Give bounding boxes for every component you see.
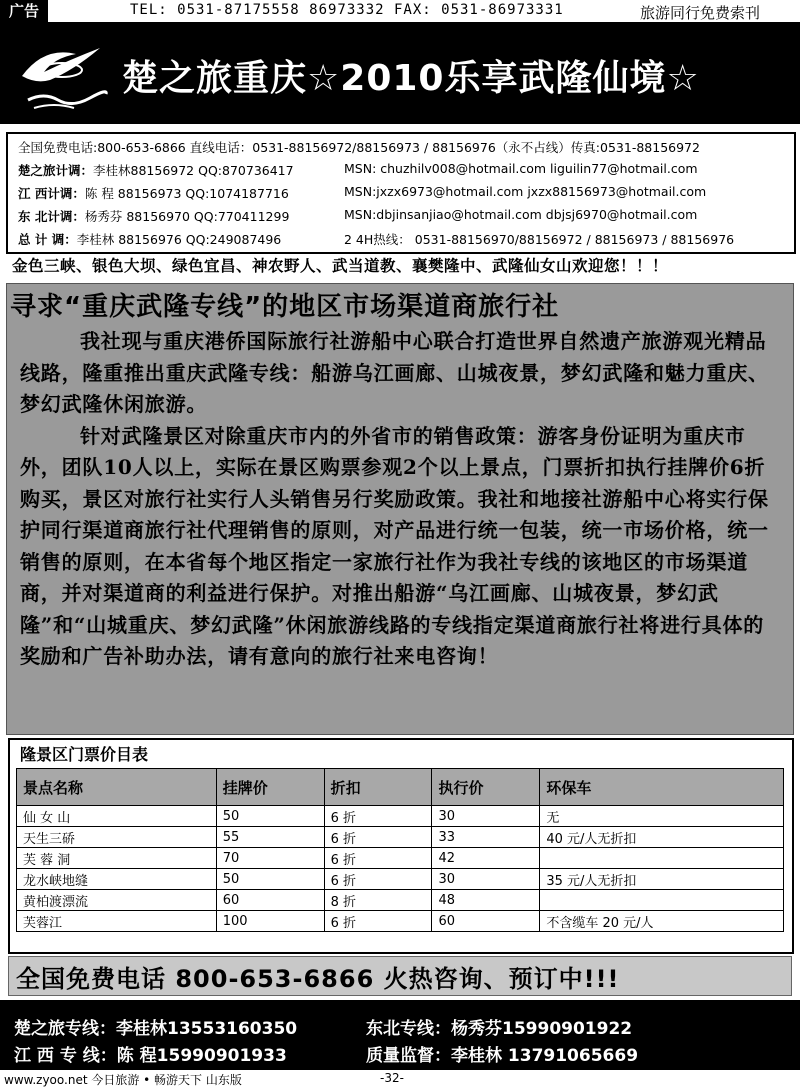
table-cell: 100	[216, 911, 324, 932]
contact-msn: MSN:jxzx6973@hotmail.com jxzx88156973@hotmail.com	[344, 184, 707, 199]
footer-contact: 楚之旅专线：李桂林13553160350	[14, 1019, 298, 1039]
table-cell: 30	[432, 806, 540, 827]
bottom-bar	[0, 1071, 800, 1086]
table-cell: 黄柏渡漂流	[17, 890, 217, 911]
table-row	[17, 806, 784, 827]
header-cell: 景点名称	[17, 769, 217, 806]
table-cell: 60	[216, 890, 324, 911]
table-cell: 40 元/人无折扣	[540, 827, 784, 848]
hotline-info: 全国免费电话:800-653-6866 直线电话：0531-88156972/88156973 / 88156976（永不占线）传真:0531-88156972	[18, 140, 700, 155]
table-cell: 天生三硚	[17, 827, 217, 848]
table-cell: 42	[432, 848, 540, 869]
table-row	[17, 911, 784, 932]
contact-msn: 2 4H热线： 0531-88156970/88156972 / 88156973 / 88156976	[344, 232, 735, 247]
header-cell: 环保车	[540, 769, 784, 806]
table-cell: 70	[216, 848, 324, 869]
table-cell: 35 元/人无折扣	[540, 869, 784, 890]
article-paragraph-1: 我社现与重庆港侨国际旅行社游船中心联合打造世界自然遗产旅游观光精品线路，隆重推出重庆武隆专线：船游乌江画廊、山城夜景，梦幻武隆和魅力重庆、梦幻武隆休闲旅游。	[20, 329, 769, 416]
article-paragraph-2: 针对武隆景区对除重庆市内的外省市的销售政策：游客身份证明为重庆市外，团队10人以上，实际在景区购票参观2个以上景点，门票折扣执行挂牌价6折购买，景区对旅行社实行人头销售另行奖励政策。我社和地接社游船中心将实行保护同行渠道商旅行社代理销售的原则，对产品进行统一包装，统一市场价格，统一销售的原则，在本省每个地区指定一家旅行社作为我社专线的该地区的市场渠道商，并对渠道商的利益进行保护。对推出船游“乌江画廊、山城夜景，梦幻武隆”和“山城重庆、梦幻武隆”休闲旅游线路的专线指定渠道商旅行社将进行具体的奖励和广告补助办法，请有意向的旅行社来电咨询！	[20, 423, 769, 668]
contact-msn: MSN:dbjinsanjiao@hotmail.com dbjsj6970@hotmail.com	[344, 207, 698, 222]
slogan: 金色三峡、银色大坝、绿色宜昌、神农野人、武当道教、襄樊隆中、武隆仙女山欢迎您！！！	[12, 257, 669, 275]
contact-person: 杨秀芬 88156970 QQ:770411299	[84, 209, 290, 224]
table-cell: 无	[540, 806, 784, 827]
header-cell: 执行价	[432, 769, 540, 806]
contact-label: 楚之旅计调：	[18, 163, 94, 178]
table-cell	[540, 848, 784, 869]
table-cell: 50	[216, 806, 324, 827]
contact-info-box	[6, 132, 796, 254]
table-cell: 48	[432, 890, 540, 911]
table-row	[17, 890, 784, 911]
table-cell: 龙水峡地缝	[17, 869, 217, 890]
contact-msn: MSN: chuzhilv008@hotmail.com liguilin77@hotmail.com	[344, 161, 698, 176]
header-cell: 挂牌价	[216, 769, 324, 806]
site-text: www.zyoo.net 今日旅游 • 畅游天下 山东版	[4, 1073, 242, 1087]
contact-row	[18, 207, 289, 225]
table-row	[17, 848, 784, 869]
table-cell: 60	[432, 911, 540, 932]
article-body	[20, 326, 782, 673]
table-cell: 6 折	[324, 911, 432, 932]
article-title: 寻求“重庆武隆专线”的地区市场渠道商旅行社	[10, 292, 560, 322]
page-number: -32-	[380, 1071, 404, 1085]
footer-contact: 江 西 专 线：陈 程15990901933	[14, 1046, 287, 1066]
table-row	[17, 869, 784, 890]
table-cell: 不含缆车 20 元/人	[540, 911, 784, 932]
contact-label: 江 西计调：	[18, 186, 85, 201]
header-cell: 折扣	[324, 769, 432, 806]
brand-logo-icon	[14, 36, 114, 116]
contact-row	[18, 161, 294, 179]
table-cell: 50	[216, 869, 324, 890]
ad-label: 广告	[0, 0, 48, 22]
table-cell: 芙蓉江	[17, 911, 217, 932]
table-cell: 6 折	[324, 869, 432, 890]
top-right-text: 旅游同行免费索刊	[640, 4, 761, 22]
contact-person: 李桂林88156972 QQ:870736417	[93, 163, 294, 178]
table-cell: 55	[216, 827, 324, 848]
contact-row	[18, 184, 289, 202]
price-table	[16, 768, 784, 932]
footer-contact: 东北专线：杨秀芬15990901922	[366, 1019, 633, 1039]
contact-person: 李桂林 88156976 QQ:249087496	[76, 232, 282, 247]
table-cell	[540, 890, 784, 911]
contact-row	[18, 230, 281, 248]
table-cell: 8 折	[324, 890, 432, 911]
contact-label: 东 北计调：	[18, 209, 85, 224]
hotline-text: 全国免费电话 800-653-6866 火热咨询、预订中!!!	[16, 965, 620, 993]
table-cell: 6 折	[324, 827, 432, 848]
table-cell: 6 折	[324, 848, 432, 869]
table-cell: 6 折	[324, 806, 432, 827]
price-table-title: 隆景区门票价目表	[20, 745, 149, 764]
contact-person: 陈 程 88156973 QQ:1074187716	[84, 186, 289, 201]
footer	[0, 1000, 800, 1070]
contact-label: 总 计 调：	[18, 232, 77, 247]
price-table-header	[17, 769, 784, 806]
table-cell: 仙 女 山	[17, 806, 217, 827]
banner-title: 楚之旅重庆☆2010乐享武隆仙境☆	[122, 58, 700, 99]
table-cell: 30	[432, 869, 540, 890]
table-cell: 33	[432, 827, 540, 848]
top-contact: TEL: 0531-87175558 86973332 FAX: 0531-86973331	[130, 2, 564, 18]
footer-contact: 质量监督：李桂林 13791065669	[366, 1046, 639, 1066]
table-row	[17, 827, 784, 848]
table-cell: 芙 蓉 洞	[17, 848, 217, 869]
